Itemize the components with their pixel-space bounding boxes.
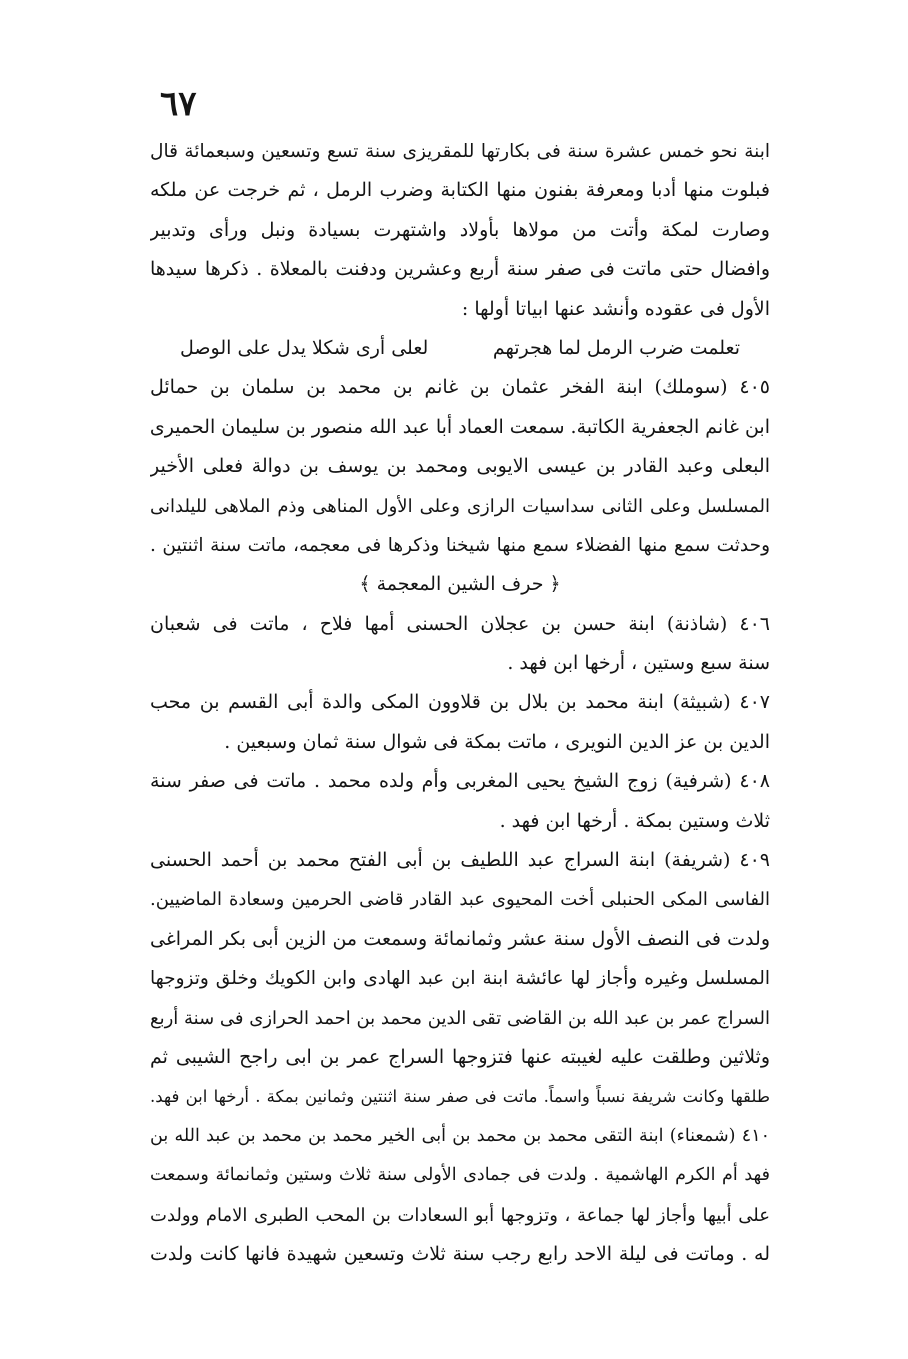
poem-verse xyxy=(150,329,770,368)
text-line: طلقها وكانت شريفة نسباً واسماً. ماتت فى صفر سنة اثنتين وثمانين بمكة . أرخها ابن فهد. xyxy=(150,1087,770,1107)
text-line: الفاسى المكى الحنبلى أخت المحيوى عبد القادر قاضى الحرمين وسعادة الماضيين. xyxy=(150,889,770,911)
text-line: ٤١٠ (شمعناء) ابنة التقى محمد بن محمد بن أبى الخير محمد بن محمد بن عبد الله بن xyxy=(150,1125,770,1146)
text-line: المسلسل وغيره وأجاز لها عائشة ابنة ابن عبد الهادى وابن الكويك وخلق وتزوجها xyxy=(150,968,770,990)
text-line: له . وماتت فى ليلة الاحد رابع رجب سنة ثلاث وتسعين شهيدة فانها كانت ولدت xyxy=(150,1242,770,1265)
text-line: ٤٠٧ (شبيثة) ابنة محمد بن بلال بن قلاوون المكى والدة أبى القسم بن محب xyxy=(150,691,770,714)
text-line: وافضال حتى ماتت فى صفر سنة أربع وعشرين ودفنت بالمعلاة . ذكرها سيدها xyxy=(150,258,770,281)
text-line: وصارت لمكة وأتت من مولاها بأولاد واشتهرت بسيادة ونبل ورأى وتدبير xyxy=(150,218,770,241)
text-line: ولدت فى النصف الأول سنة عشر وثمانمائة وسمعت من الزين أبى بكر المراغى xyxy=(150,927,770,950)
text-line: ٤٠٥ (سوملك) ابنة الفخر عثمان بن غانم بن محمد بن سلمان بن حمائل xyxy=(150,376,770,399)
text-line: فبلوت منها أدبا ومعرفة بفنون منها الكتابة وضرب الرمل ، ثم خرجت عن ملكه xyxy=(150,179,770,202)
text-line: وحدثت سمع منها الفضلاء سمع منها شيخنا وذكرها فى معجمه، ماتت سنة اثنتين . xyxy=(150,534,770,556)
text-line: السراج عمر بن عبد الله بن القاضى تقى الدين محمد بن احمد الحرازى فى سنة أربع xyxy=(150,1007,770,1029)
text-line: وثلاثين وطلقت عليه لغيبته عنها فتزوجها السراج عمر بن ابى راجح الشيبى ثم xyxy=(150,1045,770,1068)
text-line: ٤٠٨ (شرفية) زوج الشيخ يحيى المغربى وأم ولده محمد . ماتت فى صفر سنة xyxy=(150,770,770,793)
text-line: ابن غانم الجعفرية الكاتبة. سمعت العماد أبا عبد الله منصور بن سليمان الحميرى xyxy=(150,415,770,438)
section-heading: ﴿ حرف الشين المعجمة ﴾ xyxy=(359,573,561,596)
text-line: على أبيها وأجاز لها جماعة ، وتزوجها أبو السعادات بن المحب الطبرى الامام وولدت xyxy=(150,1204,770,1226)
verse-second-hemistich: لعلى أرى شكلا يدل على الوصل xyxy=(180,336,429,359)
text-line: سنة سبع وستين ، أرخها ابن فهد . xyxy=(507,652,770,675)
text-line: فهد أم الكرم الهاشمية . ولدت فى جمادى الأولى سنة ثلاث وستين وثمانمائة وسمعت xyxy=(150,1165,770,1186)
text-line: ٤٠٦ (شاذنة) ابنة حسن بن عجلان الحسنى أمها فلاح ، ماتت فى شعبان xyxy=(150,612,770,635)
text-line: ثلاث وستين بمكة . أرخها ابن فهد . xyxy=(499,809,770,832)
arabic-text-body xyxy=(150,132,770,1274)
text-line: ٤٠٩ (شريفة) ابنة السراج عبد اللطيف بن أبى الفتح محمد بن أحمد الحسنى xyxy=(150,849,770,872)
page-number: ٦٧ xyxy=(160,84,197,124)
text-line: الأول فى عقوده وأنشد عنها ابياتا أولها : xyxy=(461,297,770,320)
text-line: المسلسل وعلى الثانى سداسيات الرازى وعلى الأول المناهى وذم الملاهى لليلدانى xyxy=(150,495,770,517)
text-line: ابنة نحو خمس عشرة سنة فى بكارتها للمقريزى سنة تسع وتسعين وسبعمائة قال xyxy=(150,141,770,162)
text-line: البعلى وعبد القادر بن عيسى الايوبى ومحمد بن يوسف بن دوالة فعلى الأخير xyxy=(150,455,770,478)
verse-first-hemistich: تعلمت ضرب الرمل لما هجرتهم xyxy=(492,336,740,359)
text-line: الدين بن عز الدين النويرى ، ماتت بمكة فى شوال سنة ثمان وسبعين . xyxy=(224,730,770,753)
